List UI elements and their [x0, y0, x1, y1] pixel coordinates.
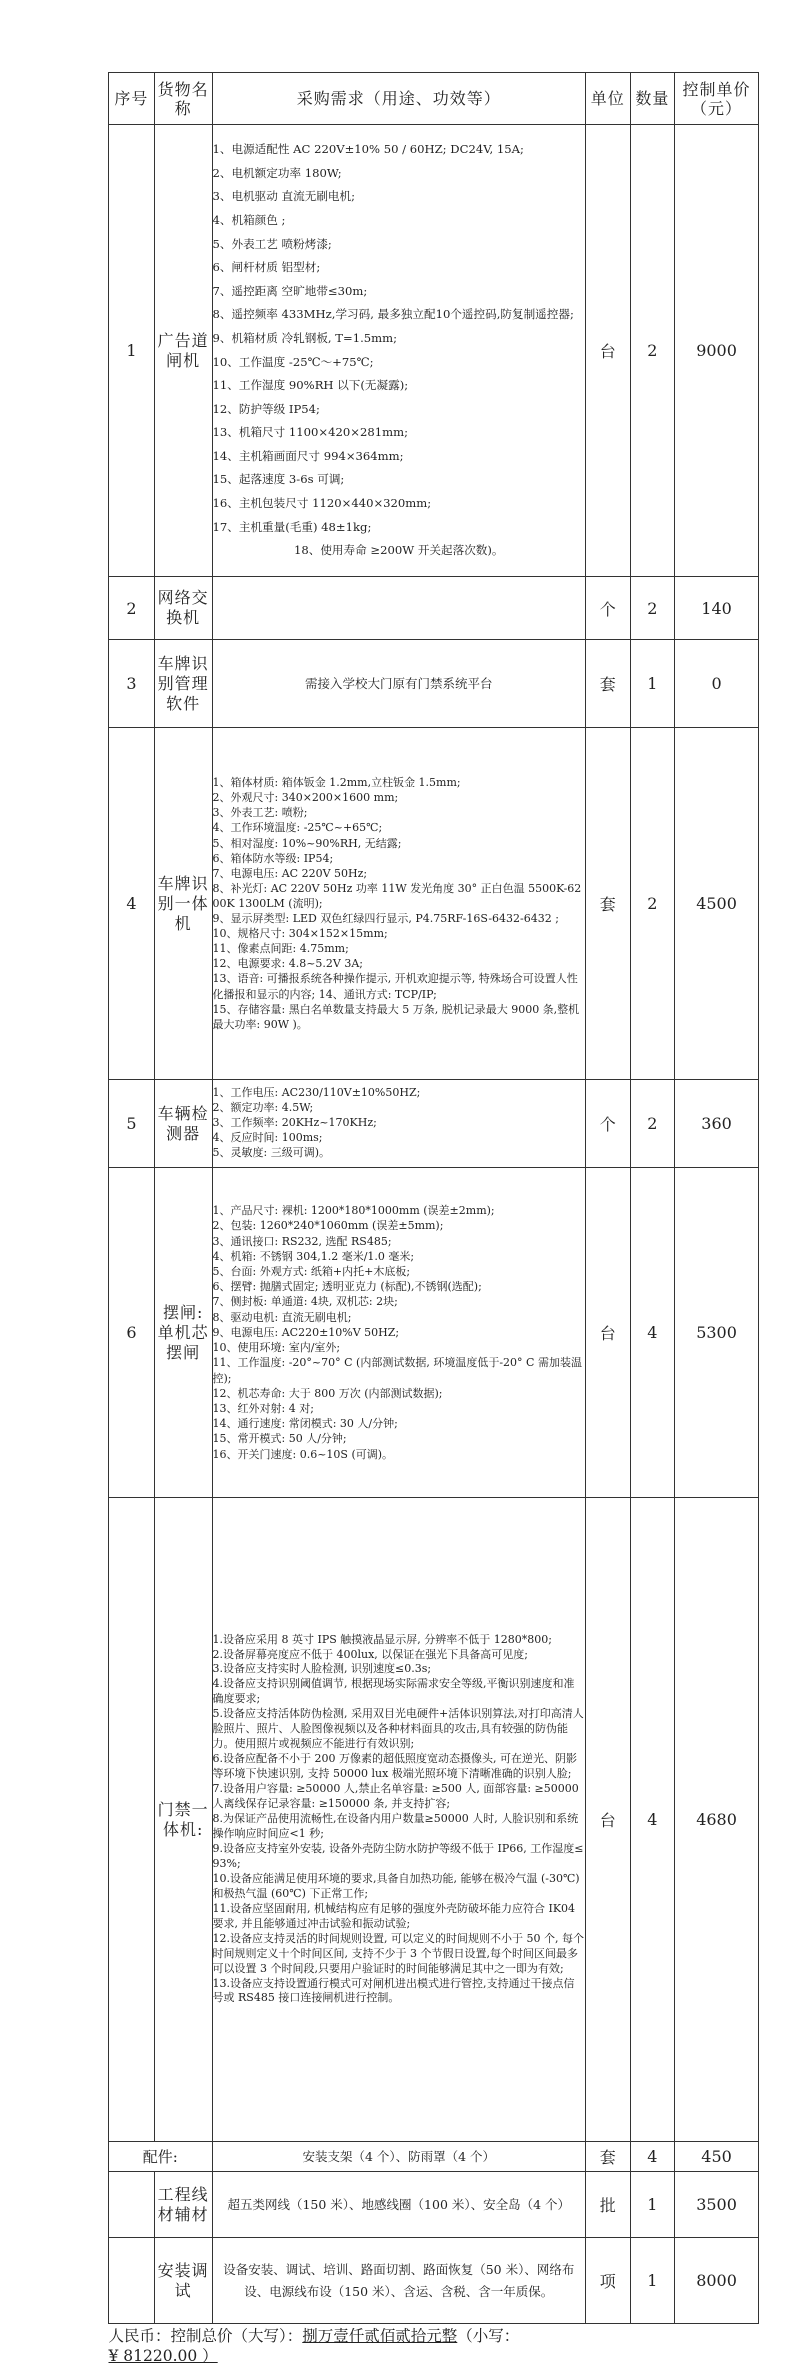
row-seq [109, 2238, 155, 2324]
req-line: 8.为保证产品使用流畅性,在设备内用户数量≥50000 人时, 人脸识别和系统操作响应时间应<1 秒; [212, 1812, 579, 1840]
row-unit: 台 [586, 1168, 631, 1498]
req-line: 6、箱体防水等级: IP54; [212, 851, 334, 865]
row-price: 450 [675, 2142, 759, 2172]
req-line: 5、灵敏度: 三级可调)。 [212, 1145, 331, 1159]
row-name: 网络交换机 [154, 577, 212, 640]
row-name: 车牌识别管理软件 [154, 640, 212, 728]
req-line: 5.设备应支持活体防伪检测, 采用双目光电硬件+活体识别算法,对打印高清人脸照片、照片、人脸图像视频以及各种材料面具的攻击,具有较强的防伪能力。使用照片或视频应不能进行有效识别; [212, 1707, 584, 1751]
row-qty: 2 [630, 1080, 675, 1168]
table-row [109, 2238, 759, 2324]
row-name: 车牌识别一体机 [154, 728, 212, 1080]
row-unit: 台 [586, 1498, 631, 2142]
row-seq: 4 [109, 728, 155, 1080]
table-row [109, 1498, 759, 2142]
req-line: 2、额定功率: 4.5W; [212, 1101, 314, 1115]
req-line: 设备安装、调试、培训、路面切割、路面恢复（50 米）、网络布设、电源线布设（150 米）、含运、含税、含一年质保。 [223, 2261, 575, 2299]
row-unit: 批 [586, 2172, 631, 2238]
req-line: 2、电机额定功率 180W; [212, 165, 342, 180]
row-unit: 项 [586, 2238, 631, 2324]
req-line: 4、反应时间: 100ms; [212, 1130, 323, 1144]
req-line: 12、防护等级 IP54; [212, 401, 320, 416]
req-line: 11.设备应坚固耐用, 机械结构应有足够的强度外壳防破坏能力应符合 IK04 要求, 并且能够通过冲击试验和振动试验; [212, 1901, 579, 1930]
req-line: 1、电源适配性 AC 220V±10% 50 / 60HZ; DC24V, 15A; [212, 142, 524, 157]
row-name: 安装调试 [154, 2238, 212, 2324]
req-line: 7、侧封板: 单通道: 4块, 双机芯: 2块; [212, 1295, 398, 1309]
row-qty: 1 [630, 640, 675, 728]
header-requirement: 采购需求（用途、功效等） [212, 73, 585, 125]
row-unit: 台 [586, 125, 631, 577]
row-qty: 1 [630, 2172, 675, 2238]
row-requirement [212, 728, 585, 1080]
row-seq [109, 1498, 155, 2142]
req-line: 3、电机驱动 直流无刷电机; [212, 189, 356, 204]
req-line: 18、使用寿命 ≥200W 开关起落次数)。 [293, 543, 504, 558]
req-line: 15、起落速度 3-6s 可调; [212, 472, 345, 487]
table-row [109, 577, 759, 640]
row-qty: 2 [630, 728, 675, 1080]
req-line: 12、电源要求: 4.8~5.2V 3A; [212, 957, 364, 971]
row-requirement [212, 640, 585, 728]
req-line: 1.设备应采用 8 英寸 IPS 触摸液晶显示屏, 分辨率不低于 1280*800; [212, 1632, 552, 1646]
row-seq: 6 [109, 1168, 155, 1498]
row-seq: 1 [109, 125, 155, 577]
row-price: 8000 [675, 2238, 759, 2324]
req-line: 9、机箱材质 冷轧钢板, T=1.5mm; [212, 330, 398, 345]
req-line: 2.设备屏幕亮度应不低于 400lux, 以保证在强光下具备高可见度; [212, 1647, 529, 1661]
req-line: 11、像素点间距: 4.75mm; [212, 942, 349, 956]
table-row [109, 1080, 759, 1168]
row-name: 配件: [109, 2142, 213, 2172]
req-line: 5、外表工艺 喷粉烤漆; [212, 236, 332, 251]
req-line: 1、箱体材质: 箱体钣金 1.2mm,立柱钣金 1.5mm; [212, 776, 461, 790]
header-unit: 单位 [586, 73, 631, 125]
row-name: 广告道闸机 [154, 125, 212, 577]
req-line: 9、电源电压: AC220±10%V 50HZ; [212, 1325, 400, 1339]
req-line: 超五类网线（150 米）、地感线圈（100 米）、安全岛（4 个） [227, 2197, 571, 2212]
req-line: 7、遥控距离 空旷地带≤30m; [212, 283, 368, 298]
req-line: 4、工作环境温度: -25℃~+65℃; [212, 821, 383, 835]
header-price: 控制单价（元） [675, 73, 759, 125]
row-unit: 套 [586, 640, 631, 728]
row-requirement [212, 125, 585, 577]
row-unit: 个 [586, 1080, 631, 1168]
req-line: 1、工作电压: AC230/110V±10%50HZ; [212, 1086, 421, 1100]
req-line: 8、补光灯: AC 220V 50Hz 功率 11W 发光角度 30° 正白色温 5500K-6200K 1300LM (流明); [212, 881, 582, 910]
table-row [109, 2172, 759, 2238]
req-line: 17、主机重量(毛重) 48±1kg; [212, 519, 372, 534]
row-requirement [212, 1498, 585, 2142]
req-line: 1、产品尺寸: 裸机: 1200*180*1000mm (误差±2mm); [212, 1204, 495, 1218]
req-line: 需接入学校大门原有门禁系统平台 [305, 676, 493, 691]
req-line: 13、红外对射: 4 对; [212, 1401, 314, 1415]
table-header-row [109, 73, 759, 125]
req-line: 3、外表工艺: 喷粉; [212, 806, 308, 820]
req-line: 11、工作温度: -20°~70° C (内部测试数据, 环境温度低于-20° C 需加装温控); [212, 1356, 582, 1385]
req-line: 3.设备应支持实时人脸检测, 识别速度≤0.3s; [212, 1662, 432, 1676]
req-line: 9、显示屏类型: LED 双色红绿四行显示, P4.75RF-16S-6432-6432 ; [212, 912, 559, 926]
row-price: 140 [675, 577, 759, 640]
req-line: 6.设备应配备不小于 200 万像素的超低照度宽动态摄像头, 可在逆光、阴影等环境下快速识别, 支持 50000 lux 极端光照环境下清晰准确的识别人脸; [212, 1752, 577, 1781]
row-unit: 套 [586, 2142, 631, 2172]
table-row [109, 2142, 759, 2172]
row-seq: 5 [109, 1080, 155, 1168]
row-requirement [212, 2172, 585, 2238]
table-row [109, 640, 759, 728]
req-line: 15、常开模式: 50 人/分钟; [212, 1432, 347, 1446]
req-line: 15、存储容量: 黑白名单数量支持最大 5 万条, 脱机记录最大 9000 条,整机最大功率: 90W )。 [212, 1002, 580, 1031]
row-seq: 2 [109, 577, 155, 640]
row-qty: 4 [630, 2142, 675, 2172]
req-line: 4、机箱颜色 ; [212, 212, 286, 227]
req-line: 12.设备应支持灵活的时间规则设置, 可以定义的时间规则不小于 50 个, 每个时间规则定义十个时间区间, 支持不少于 3 个节假日设置,每个时间区间最多可以设置 3 个时间段,只要用户验证时的时间能够满足其中之一即为有效; [212, 1931, 584, 1975]
req-line: 6、闸杆材质 铝型材; [212, 260, 321, 275]
total-row [109, 2324, 759, 2368]
req-line: 2、包装: 1260*240*1060mm (误差±5mm); [212, 1219, 444, 1233]
row-name: 摆闸: 单机芯摆闸 [154, 1168, 212, 1498]
row-price: 4500 [675, 728, 759, 1080]
row-name: 门禁一体机: [154, 1498, 212, 2142]
table-row [109, 125, 759, 577]
procurement-page [108, 72, 759, 2368]
total-middle: （小写： [457, 2326, 520, 2345]
req-line: 3、通讯接口: RS232, 选配 RS485; [212, 1234, 392, 1248]
req-line: 8、驱动电机: 直流无刷电机; [212, 1310, 352, 1324]
row-unit: 套 [586, 728, 631, 1080]
row-qty: 1 [630, 2238, 675, 2324]
total-prefix: 人民币：控制总价（大写）： [108, 2326, 303, 2345]
req-line: 16、主机包装尺寸 1120×440×320mm; [212, 496, 432, 511]
req-line: 10.设备应能满足使用环境的要求,具备自加热功能, 能够在极冷气温 (-30℃) 和极热气温 (60℃) 下正常工作; [212, 1871, 584, 1900]
row-qty: 4 [630, 1168, 675, 1498]
row-requirement [212, 2142, 585, 2172]
row-requirement [212, 1168, 585, 1498]
req-line: 10、规格尺寸: 304×152×15mm; [212, 927, 388, 941]
req-line: 13、机箱尺寸 1100×420×281mm; [212, 425, 409, 440]
total-amount-upper: 捌万壹仟贰佰贰拾元整 [302, 2326, 458, 2345]
req-line: 7.设备用户容量: ≥50000 人,禁止名单容量: ≥500 人, 面部容量: ≥50000 人离线保存记录容量: ≥150000 条, 并支持扩容; [212, 1782, 583, 1811]
row-price: 3500 [675, 2172, 759, 2238]
req-line: 5、相对湿度: 10%~90%RH, 无结露; [212, 836, 402, 850]
row-qty: 4 [630, 1498, 675, 2142]
req-line: 4.设备应支持识别阈值调节, 根据现场实际需求安全等级,平衡识别速度和准确度要求; [212, 1677, 575, 1706]
req-line: 6、摆臂: 抛膳式固定; 透明亚克力 (标配),不锈钢(选配); [212, 1280, 482, 1294]
table-row [109, 728, 759, 1080]
row-qty: 2 [630, 577, 675, 640]
req-line: 13.设备应支持设置通行模式可对闸机进出模式进行管控,支持通过干接点信号或 RS485 接口连接闸机进行控制。 [212, 1976, 575, 2005]
total-cell [109, 2324, 759, 2368]
row-price: 5300 [675, 1168, 759, 1498]
row-price: 9000 [675, 125, 759, 577]
req-line: 10、使用环境: 室内/室外; [212, 1341, 341, 1355]
row-seq: 3 [109, 640, 155, 728]
req-line: 12、机芯寿命: 大于 800 万次 (内部测试数据); [212, 1386, 443, 1400]
row-requirement [212, 577, 585, 640]
req-line: 2、外观尺寸: 340×200×1600 mm; [212, 791, 399, 805]
req-line: 13、语音: 可播报系统各种操作提示, 开机欢迎提示等, 特殊场合可设置人性化播报和显示的内容; 14、通讯方式: TCP/IP; [212, 972, 578, 1001]
row-price: 0 [675, 640, 759, 728]
total-amount-lower: ¥ 81220.00 ） [108, 2346, 218, 2365]
req-line: 14、主机箱画面尺寸 994×364mm; [212, 448, 404, 463]
req-line: 安装支架（4 个）、防雨罩（4 个） [302, 2149, 496, 2164]
req-line: 8、遥控频率 433MHz,学习码, 最多独立配10个遥控码,防复制遥控器; [212, 307, 574, 322]
row-price: 360 [675, 1080, 759, 1168]
header-name: 货物名称 [154, 73, 212, 125]
row-name: 车辆检测器 [154, 1080, 212, 1168]
row-price: 4680 [675, 1498, 759, 2142]
req-line: 4、机箱: 不锈钢 304,1.2 毫米/1.0 毫米; [212, 1249, 415, 1263]
req-line: 9.设备应支持室外安装, 设备外壳防尘防水防护等级不低于 IP66, 工作湿度≤93%; [212, 1841, 584, 1870]
table-row [109, 1168, 759, 1498]
row-seq [109, 2172, 155, 2238]
req-line: 5、台面: 外观方式: 纸箱+内托+木底板; [212, 1265, 411, 1279]
header-qty: 数量 [630, 73, 675, 125]
row-unit: 个 [586, 577, 631, 640]
row-qty: 2 [630, 125, 675, 577]
req-line: 3、工作频率: 20KHz~170KHz; [212, 1116, 377, 1130]
row-name: 工程线材辅材 [154, 2172, 212, 2238]
row-requirement [212, 1080, 585, 1168]
req-line: 14、通行速度: 常闭模式: 30 人/分钟; [212, 1417, 398, 1431]
req-line: 16、开关门速度: 0.6~10S (可调)。 [212, 1447, 394, 1461]
req-line: 11、工作湿度 90%RH 以下(无凝露); [212, 378, 409, 393]
req-line: 7、电源电压: AC 220V 50Hz; [212, 866, 368, 880]
row-requirement [212, 2238, 585, 2324]
req-line: 10、工作温度 -25℃～+75℃; [212, 354, 374, 369]
header-seq: 序号 [109, 73, 155, 125]
procurement-table [108, 72, 759, 2368]
